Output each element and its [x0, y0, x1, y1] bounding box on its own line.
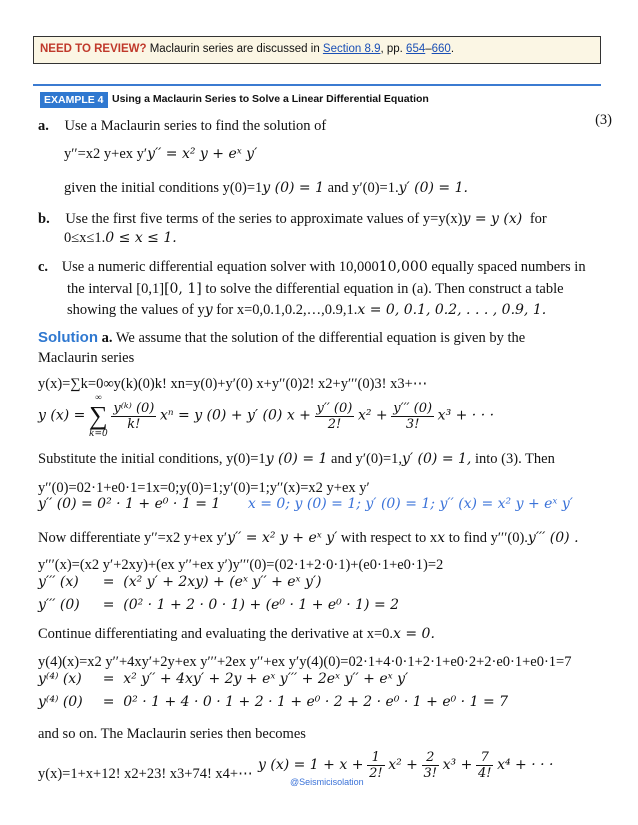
- eq-sign-3: =: [102, 671, 115, 687]
- series-general-term: $\frac{\text{y⁽ᵏ⁾ (0)}}{k!}$: [113, 400, 155, 432]
- diff-eq-rendered: y′′ = x² y + eˣ y′: [227, 530, 338, 546]
- part-c-line-2: [67, 281, 564, 298]
- part-c-label: c.: [38, 259, 49, 275]
- fourth-derivative-plain: y(4)(x)=x2 y′′+4xy′+2y+ex y′′′+2ex y′′+ex y′y(4)(0)=02·1+4·0·1+2·1+e0·2+2·e0·1+e0·1=7: [38, 654, 572, 670]
- ode-rendered: y′′ = x² y + eˣ y′: [147, 146, 258, 162]
- x-plain: x: [429, 530, 438, 546]
- fourth-rhs-x: x² y′′ + 4xy′ + 2y + eˣ y′′′ + 2eˣ y′′ + eˣ y′: [123, 671, 409, 687]
- part-c-text-4: to solve the differential equation in (a). Then construct a table: [201, 281, 564, 297]
- part-a-prompt: [38, 118, 326, 135]
- review-text: Maclaurin series are discussed in: [146, 43, 323, 55]
- final-x4: x⁴ + · · ·: [497, 756, 554, 773]
- part-c-text-5: showing the values of: [67, 302, 198, 318]
- final-x3: x³ +: [442, 756, 473, 773]
- third-rhs-x: (x² y′ + 2xy) + (eˣ y′′ + eˣ y′): [123, 574, 322, 590]
- third-derivative-row-2: [38, 597, 399, 614]
- diff-text-3: to find: [445, 530, 491, 546]
- given-text: given the initial conditions: [64, 180, 223, 196]
- xs-plain: x=0,0.1,0.2,…,0.9,1.: [236, 302, 358, 318]
- series-lhs: y (x) =: [38, 407, 86, 424]
- eq-sign-2: =: [102, 597, 115, 613]
- range-line: [64, 230, 177, 247]
- fourth-derivative-row-2: [38, 694, 508, 711]
- third-lhs-0: y′′′ (0): [38, 597, 80, 613]
- xs-rendered: x = 0, 0.1, 0.2, . . . , 0.9, 1.: [357, 302, 547, 318]
- page-link-start[interactable]: 654: [406, 43, 426, 55]
- eq-sign-1: =: [102, 574, 115, 590]
- diff-eq-plain: y′′=x2 y+ex y′: [144, 530, 228, 546]
- series-term-3: $\frac{y''' (0)}{3!}$: [393, 400, 433, 432]
- watermark: @Seismicisolation: [290, 777, 364, 787]
- equation-number: (3): [595, 112, 612, 128]
- second-derivative-plain: y′′(0)=02·1+e0·1=1x=0;y(0)=1;y′(0)=1;y′′(x)=x2 y+ex y′: [38, 480, 370, 496]
- sol-ic2-rendered: y′ (0) = 1,: [402, 451, 472, 467]
- ode-plain: y′′=x2 y+ex y′: [64, 146, 148, 162]
- final-term-4: $\frac{7}{4!}$: [477, 750, 492, 781]
- fourth-derivative-row-1: [38, 671, 408, 688]
- section-link[interactable]: Section 8.9: [322, 43, 381, 55]
- fourth-lhs-x: y⁽⁴⁾ (x): [38, 671, 82, 687]
- and-text: and: [324, 180, 353, 196]
- fourth-lhs-0: y⁽⁴⁾ (0): [38, 694, 83, 710]
- page-link-end[interactable]: 660: [431, 43, 451, 55]
- diff-text-1: Now differentiate: [38, 530, 145, 546]
- sum-symbol: ∞ ∑ k=0: [88, 392, 108, 439]
- x0-plain: x=0.: [366, 626, 394, 642]
- second-derivative-rendered: [38, 496, 573, 513]
- final-term-2: $\frac{1}{2!}$: [369, 750, 383, 781]
- solution-part-a-label: a.: [98, 330, 113, 346]
- range-plain: 0≤x≤1.: [64, 230, 106, 246]
- initial-conditions-line: [64, 180, 468, 197]
- final-x2: x² +: [388, 756, 418, 773]
- continue-line: [38, 626, 435, 643]
- substitute-line: [38, 451, 555, 468]
- series-term-2: $\frac{y'' (0)}{2!}$: [316, 400, 353, 432]
- third-lhs-x: y′′′ (x): [38, 574, 79, 590]
- range-rendered: 0 ≤ x ≤ 1.: [105, 230, 177, 246]
- n-rendered: 10,000: [378, 259, 428, 275]
- third-derivative-row-1: [38, 574, 322, 591]
- y3-rendered: y′′′ (0) .: [527, 530, 579, 546]
- review-period: .: [450, 43, 455, 55]
- sol-and: and: [327, 451, 356, 467]
- substitute-text: Substitute the initial conditions,: [38, 451, 227, 467]
- sol-ic1-rendered: y (0) = 1: [265, 451, 328, 467]
- solution-text-1: We assume that the solution of the differential equation is given by the: [112, 330, 526, 346]
- y-func-rendered: y = y (x): [462, 211, 523, 227]
- review-notice: [33, 36, 601, 64]
- conditions-highlight: x = 0; y (0) = 1; y′ (0) = 1; y′′ (x) = x² y + eˣ y′: [247, 496, 573, 512]
- y3-plain: y′′′(0).: [490, 530, 528, 546]
- third-rhs-0: (0² · 1 + 2 · 0 · 1) + (e⁰ · 1 + e⁰ · 1) = 2: [123, 597, 400, 613]
- n-plain: 10,000: [338, 259, 379, 275]
- series-plain: y(x)=∑k=0∞y(k)(0)k! xn=y(0)+y′(0) x+y′′(0)2! x2+y′′′(0)3! x3+⋯: [38, 376, 428, 392]
- part-a-label: a.: [38, 118, 49, 134]
- review-text-pages: , pp.: [380, 43, 407, 55]
- section-divider: [33, 84, 601, 86]
- sol-ic1-plain: y(0)=1: [226, 451, 266, 467]
- final-series-plain: y(x)=1+x+12! x2+23! x3+74! x4+⋯: [38, 766, 253, 782]
- eq-sign-4: =: [102, 694, 115, 710]
- part-c-text-1: Use a numeric differential equation solver with: [61, 259, 339, 275]
- part-b-prompt: [38, 211, 547, 228]
- y-plain: y: [197, 302, 205, 318]
- into-text: into (3). Then: [471, 451, 555, 467]
- interval-plain: [0,1]: [136, 281, 165, 297]
- part-c-text-6: for: [212, 302, 237, 318]
- part-a-text: Use a Maclaurin series to find the solution of: [64, 118, 327, 134]
- third-derivative-plain: y′′′(x)=(x2 y′+2xy)+(ex y′′+ex y′)y′′′(0)=(02·1+2·0·1)+(e0·1+e0·1)=2: [38, 557, 444, 573]
- fourth-rhs-0: 0² · 1 + 4 · 0 · 1 + 2 · 1 + e⁰ · 2 + 2 · e⁰ · 1 + e⁰ · 1 = 7: [123, 694, 509, 710]
- diff-text-2: with respect to: [337, 530, 430, 546]
- example-title: Using a Maclaurin Series to Solve a Linear Differential Equation: [112, 93, 429, 105]
- y-func-plain: y=y(x): [422, 211, 463, 227]
- series-rendered: [38, 392, 494, 440]
- part-b-label: b.: [38, 211, 50, 227]
- ic1-rendered: y (0) = 1: [262, 180, 324, 196]
- x0-rendered: x = 0.: [393, 626, 435, 642]
- part-c-line-1: [38, 259, 586, 276]
- part-b-text: Use the first five terms of the series to approximate values of: [65, 211, 423, 227]
- solution-heading: Solution: [38, 329, 98, 346]
- ic2-rendered: y′ (0) = 1.: [398, 180, 468, 196]
- y-rendered: y: [204, 302, 213, 318]
- final-lhs: y (x) = 1 + x +: [258, 756, 364, 773]
- solution-text-2: Maclaurin series: [38, 350, 135, 366]
- and-so-on-text: and so on. The Maclaurin series then becomes: [38, 726, 306, 742]
- review-label: NEED TO REVIEW?: [40, 43, 147, 55]
- for-text: for: [529, 211, 547, 227]
- example-badge: EXAMPLE 4: [40, 92, 108, 108]
- part-c-line-3: [67, 302, 546, 319]
- series-expansion-1: xⁿ = y (0) + y′ (0) x +: [160, 407, 311, 424]
- sol-ic2-plain: y′(0)=1,: [355, 451, 402, 467]
- solution-intro-line-1: [38, 329, 525, 347]
- differentiate-line: [38, 530, 579, 547]
- final-term-3: $\frac{2}{3!}$: [423, 750, 438, 781]
- page-dash: –: [425, 43, 432, 55]
- interval-rendered: [0, 1]: [164, 281, 202, 297]
- second-derivative-value: y′′ (0) = 0² · 1 + e⁰ · 1 = 1: [38, 496, 221, 512]
- series-x2: x² +: [357, 407, 388, 424]
- ode-line: [64, 146, 257, 163]
- ic1-plain: y(0)=1: [222, 180, 263, 196]
- continue-text: Continue differentiating and evaluating the derivative at: [38, 626, 367, 642]
- ic2-plain: y′(0)=1.: [352, 180, 399, 196]
- x-rendered: x: [437, 530, 446, 546]
- part-c-text-2: equally spaced numbers in: [427, 259, 586, 275]
- part-c-text-3: the interval: [67, 281, 137, 297]
- series-x3: x³ + · · ·: [437, 407, 495, 424]
